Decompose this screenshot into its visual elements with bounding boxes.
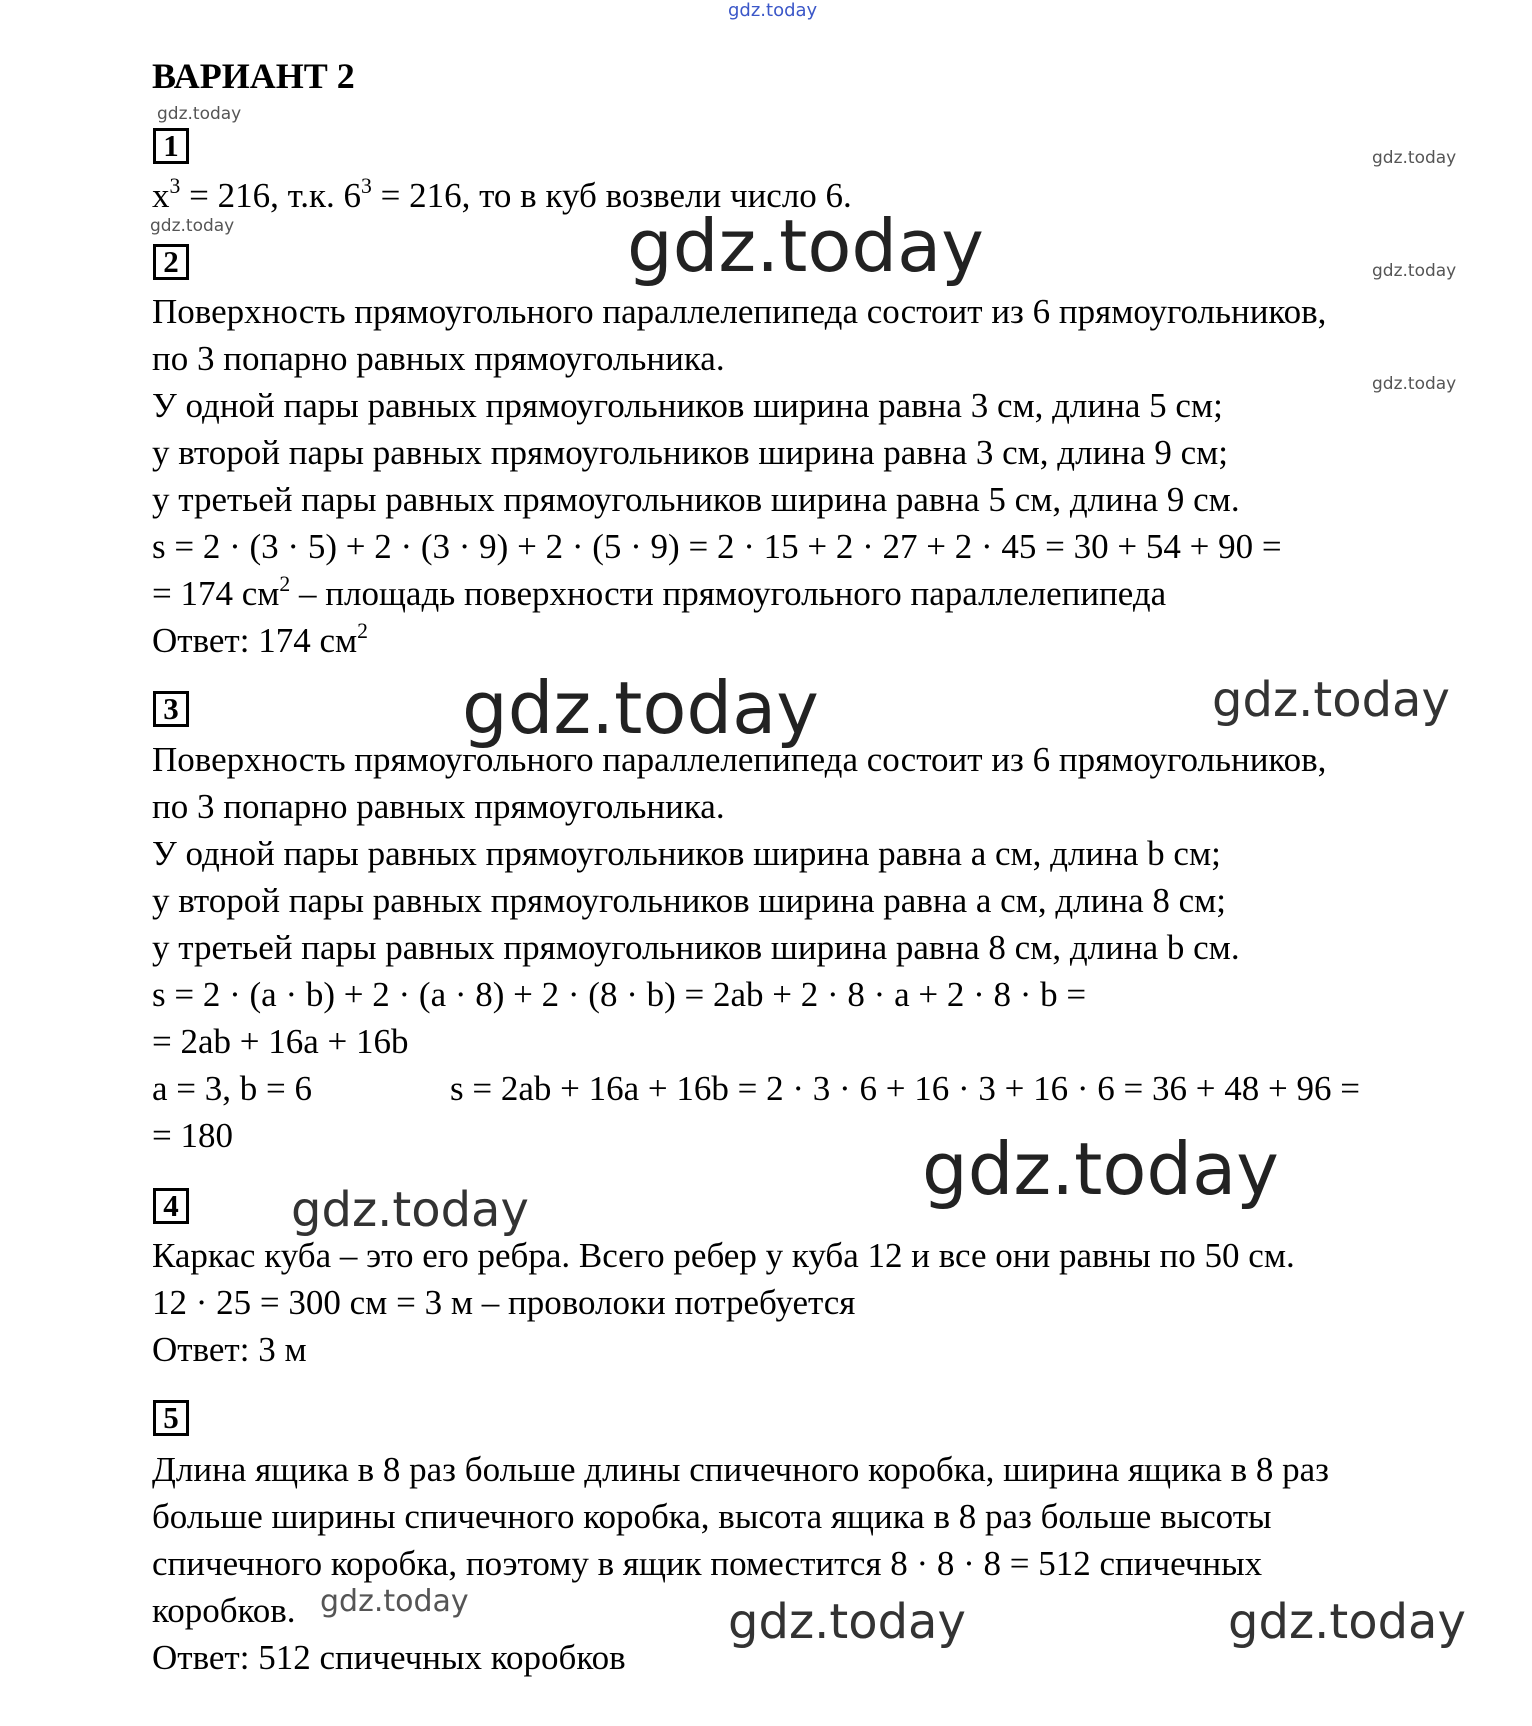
watermark-small: gdz.today	[320, 1584, 469, 1619]
task3-line-3: У одной пары равных прямоугольников ширина равна a см, длина b см;	[152, 834, 1221, 873]
task2-superscript: 2	[279, 571, 291, 596]
task3-line-1: Поверхность прямоугольного параллелепипеда состоит из 6 прямоугольников,	[152, 740, 1327, 779]
task2-line-4: у второй пары равных прямоугольников ширина равна 3 см, длина 9 см;	[152, 433, 1228, 472]
task-number-4: 4	[153, 1188, 189, 1224]
watermark-small: gdz.today	[157, 104, 242, 124]
watermark-small: gdz.today	[1372, 148, 1457, 168]
task5-line-4: коробков.	[152, 1591, 296, 1630]
task1-superscript: 3	[361, 173, 372, 198]
task5-line-3: спичечного коробка, поэтому в ящик поместится 8 · 8 · 8 = 512 спичечных	[152, 1544, 1263, 1583]
task2-line-2: по 3 попарно равных прямоугольника.	[152, 339, 725, 378]
task2-line-7	[152, 570, 1166, 617]
task3-line-4: у второй пары равных прямоугольников ширина равна a см, длина 8 см;	[152, 881, 1227, 920]
task5-line-1: Длина ящика в 8 раз больше длины спичечного коробка, ширина ящика в 8 раз	[152, 1450, 1329, 1489]
task3-line-5: у третьей пары равных прямоугольников ширина равна 8 см, длина b см.	[152, 928, 1240, 967]
watermark-small: gdz.today	[1372, 261, 1457, 281]
task5-answer: Ответ: 512 спичечных коробков	[152, 1638, 626, 1677]
task1-superscript: 3	[169, 173, 181, 198]
task2-text: – площадь поверхности прямоугольного параллелепипеда	[290, 574, 1167, 613]
page-title: ВАРИАНТ 2	[152, 56, 355, 96]
task2-text: = 174 см	[152, 574, 280, 613]
task3-line-2: по 3 попарно равных прямоугольника.	[152, 787, 725, 826]
task-number-5: 5	[153, 1400, 189, 1436]
watermark-small: gdz.today	[1372, 374, 1457, 394]
task1-text: x	[152, 176, 170, 215]
watermark-medium: gdz.today	[291, 1182, 529, 1238]
watermark-medium: gdz.today	[1228, 1594, 1466, 1650]
task-number-1: 1	[153, 128, 189, 164]
task2-line-5: у третьей пары равных прямоугольников ширина равна 5 см, длина 9 см.	[152, 480, 1240, 519]
task1-text: = 216, т.к. 6	[180, 176, 362, 215]
task5-line-2: больше ширины спичечного коробка, высота ящика в 8 раз больше высоты	[152, 1497, 1272, 1536]
task-number-2: 2	[153, 244, 189, 280]
task3-line-9: = 180	[152, 1116, 233, 1155]
task3-line-8a: a = 3, b = 6	[152, 1069, 313, 1108]
watermark-large: gdz.today	[627, 204, 984, 288]
task4-answer: Ответ: 3 м	[152, 1330, 307, 1369]
task4-line-1: Каркас куба – это его ребра. Всего ребер у куба 12 и все они равны по 50 см.	[152, 1236, 1295, 1275]
task2-line-3: У одной пары равных прямоугольников ширина равна 3 см, длина 5 см;	[152, 386, 1223, 425]
task4-line-2: 12 · 25 = 300 см = 3 м – проволоки потребуется	[152, 1283, 856, 1322]
task2-answer-text: Ответ: 174 см	[152, 621, 358, 660]
task2-line-6: s = 2 · (3 · 5) + 2 · (3 · 9) + 2 · (5 · 9) = 2 · 15 + 2 · 27 + 2 · 45 = 30 + 54 + 90 =	[152, 527, 1282, 566]
watermark-medium: gdz.today	[728, 1594, 966, 1650]
watermark-large: gdz.today	[462, 666, 819, 750]
task1-text: = 216, то в куб возвели число 6.	[371, 176, 852, 215]
task2-line-1: Поверхность прямоугольного параллелепипеда состоит из 6 прямоугольников,	[152, 292, 1327, 331]
task3-line-6: s = 2 · (a · b) + 2 · (a · 8) + 2 · (8 · b) = 2ab + 2 · 8 · a + 2 · 8 · b =	[152, 975, 1087, 1014]
task3-line-7: = 2ab + 16a + 16b	[152, 1022, 409, 1061]
task1-line	[152, 172, 852, 219]
task2-answer	[152, 617, 368, 664]
task-number-3: 3	[153, 691, 189, 727]
watermark-medium: gdz.today	[1212, 672, 1450, 728]
task3-line-8b: s = 2ab + 16a + 16b = 2 · 3 · 6 + 16 · 3 + 16 · 6 = 36 + 48 + 96 =	[450, 1069, 1360, 1108]
task2-answer-superscript: 2	[357, 618, 368, 643]
watermark-top: gdz.today	[728, 0, 818, 21]
watermark-small: gdz.today	[150, 216, 235, 236]
watermark-large: gdz.today	[922, 1127, 1279, 1211]
